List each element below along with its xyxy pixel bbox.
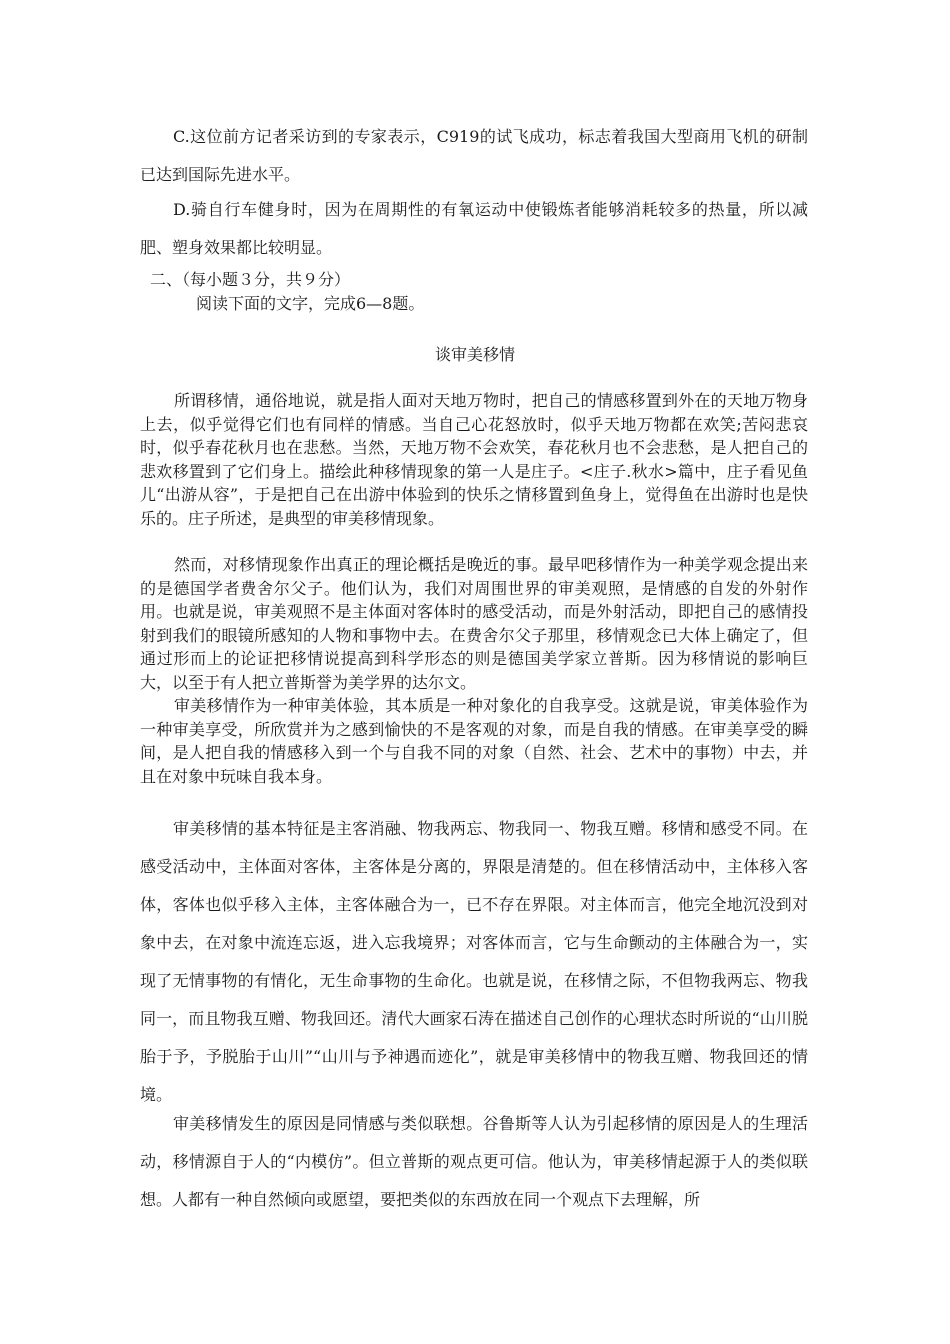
section-heading: 二、（每小题３分，共９分） <box>150 270 351 289</box>
option-c: C.这位前方记者采访到的专家表示，C919的试飞成功，标志着我国大型商用飞机的研制已达到国际先进水平。 <box>140 127 808 184</box>
essay-paragraph: 所谓移情，通俗地说，就是指人面对天地万物时，把自己的情感移置到外在的天地万物身上去，似乎觉得它们也有同样的情感。当自己心花怒放时，似乎天地万物都在欢笑;苦闷悲哀时，似乎春花秋月也在悲愁。当然，天地万物不会欢笑，春花秋月也不会悲愁，是人把自己的悲欢移置到了它们身上。描绘此种移情现象的第一人是庄子。<庄子.秋水>篇中，庄子看见鱼儿“出游从容”，于是把自己在出游中体验到的快乐之情移置到鱼身上，觉得鱼在出游时也是快乐的。庄子所述，是典型的审美移情现象。 <box>140 391 808 528</box>
reading-instruction: 阅读下面的文字，完成6—8题。 <box>196 294 425 313</box>
essay-title: 谈审美移情 <box>434 345 515 364</box>
essay-paragraph: 审美移情的基本特征是主客消融、物我两忘、物我同一、物我互赠。移情和感受不同。在感受活动中，主体面对客体，主客体是分离的，界限是清楚的。但在移情活动中，主体移入客体，客体也似乎移入主体，主客体融合为一，已不存在界限。对主体而言，他完全地沉没到对象中去，在对象中流连忘返，进入忘我境界；对客体而言，它与生命颤动的主体融合为一，实现了无情事物的有情化，无生命事物的生命化。也就是说，在移情之际，不但物我两忘、物我同一，而且物我互赠、物我回还。清代大画家石涛在描述自己创作的心理状态时所说的“山川脱胎于予，予脱胎于山川”“山川与予神遇而迹化”，就是审美移情中的物我互赠、物我回还的情境。 <box>140 819 808 1104</box>
essay-paragraph: 审美移情作为一种审美体验，其本质是一种对象化的自我享受。这就是说，审美体验作为一种审美享受，所欣赏并为之感到愉快的不是客观的对象，而是自我的情感。在审美享受的瞬间，是人把自我的情感移入到一个与自我不同的对象（自然、社会、艺术中的事物）中去，并且在对象中玩味自我本身。 <box>140 696 808 786</box>
essay-paragraph: 审美移情发生的原因是同情感与类似联想。谷鲁斯等人认为引起移情的原因是人的生理活动，移情源自于人的“内模仿”。但立普斯的观点更可信。他认为，审美移情起源于人的类似联想。人都有一种自然倾向或愿望，要把类似的东西放在同一个观点下去理解，所 <box>140 1114 808 1209</box>
essay-paragraph: 然而，对移情现象作出真正的理论概括是晚近的事。最早吧移情作为一种美学观念提出来的是德国学者费舍尔父子。他们认为，我们对周围世界的审美观照，是情感的自发的外射作用。也就是说，审美观照不是主体面对客体时的感受活动，而是外射活动，即把自己的感情投射到我们的眼镜所感知的人物和事物中去。在费舍尔父子那里，移情观念已大体上确定了，但通过形而上的论证把移情说提高到科学形态的则是德国美学家立普斯。因为移情说的影响巨大，以至于有人把立普斯誉为美学界的达尔文。 <box>140 555 808 692</box>
option-d: D.骑自行车健身时，因为在周期性的有氧运动中使锻炼者能够消耗较多的热量，所以减肥、塑身效果都比较明显。 <box>140 200 808 257</box>
